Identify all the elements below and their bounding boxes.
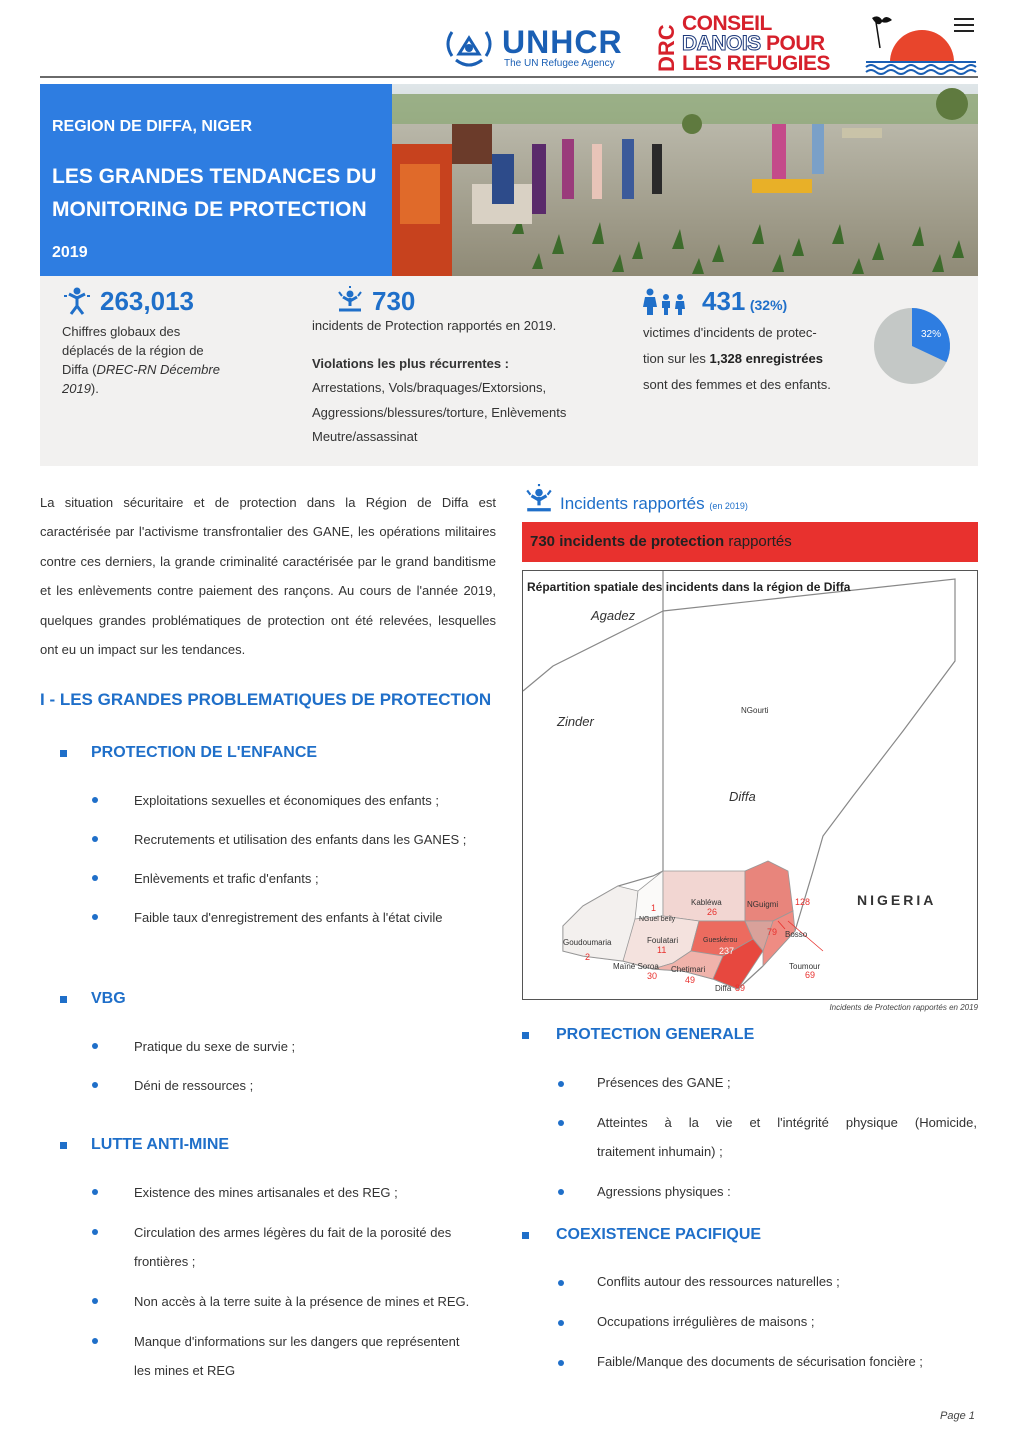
map-label-mainesoroa: Maïné Soroa	[613, 962, 659, 971]
header-divider	[40, 76, 978, 78]
list-item: Non accès à la terre suite à la présence de mines et REG.	[134, 1294, 470, 1309]
map-label-goudoumaria: Goudoumaria	[563, 938, 612, 947]
displaced-line-1: Chiffres globaux des	[62, 324, 181, 339]
bullet	[558, 1320, 564, 1326]
map-count-nguelbely: 1	[651, 903, 657, 913]
list-item: Circulation des armes légères du fait de la porosité des	[134, 1225, 452, 1240]
bullet	[92, 836, 98, 842]
bullet	[558, 1360, 564, 1366]
bullet	[558, 1280, 564, 1286]
map-count-toumour: 69	[805, 970, 816, 980]
mine-title: LUTTE ANTI-MINE	[91, 1136, 230, 1153]
partner-logo	[862, 12, 980, 74]
map-label-zinder: Zinder	[557, 714, 594, 729]
flood-photo-image	[392, 84, 978, 276]
victims-line-2	[643, 346, 831, 372]
list-item: Présences des GANE ;	[597, 1075, 731, 1090]
victims-figure	[702, 286, 787, 317]
list-item: Existence des mines artisanales et des REG ;	[134, 1185, 398, 1200]
bullet	[92, 1043, 98, 1049]
women-children-icon	[642, 288, 688, 316]
victims-line-1: victimes d'incidents de protec-	[643, 325, 817, 340]
bullet	[558, 1081, 564, 1087]
incidents-panel-title-year: (en 2019)	[709, 501, 748, 511]
map-label-nguigmi: NGuigmi	[747, 900, 779, 909]
unhcr-emblem-icon	[442, 22, 496, 72]
list-item: Pratique du sexe de survie ;	[134, 1039, 296, 1054]
displaced-source-year: 2019	[62, 381, 91, 396]
victims-total: 1,328 enregistrées	[709, 351, 823, 366]
drc-vertical-letters	[656, 14, 678, 72]
list-item: Déni de ressources ;	[134, 1078, 254, 1093]
map-label-ngourti: NGourti	[741, 706, 769, 715]
page-title: LES GRANDES TENDANCES DU MONITORING DE PROTECTION	[52, 165, 377, 221]
list-item-continued: frontières ;	[134, 1254, 196, 1269]
incidents-total-text	[530, 533, 792, 550]
list-item: Exploitations sexuelles et économiques des enfants ;	[134, 793, 439, 808]
list-item: Recrutements et utilisation des enfants dans les GANES ;	[134, 832, 467, 847]
map-title: Répartition spatiale des incidents dans la région de Diffa	[527, 580, 851, 594]
list-item: Faible/Manque des documents de sécurisation foncière ;	[597, 1354, 923, 1369]
coexistence-title: COEXISTENCE PACIFIQUE	[556, 1226, 762, 1243]
incident-alert-icon	[336, 286, 364, 314]
displaced-line-4	[62, 379, 242, 398]
displaced-line-3	[62, 360, 242, 379]
bullet	[92, 1189, 98, 1195]
incidents-map	[522, 570, 978, 1000]
drc-line2a: DANOIS	[682, 32, 761, 55]
violations-line-1: Arrestations, Vols/braquages/Extorsions,	[312, 380, 547, 395]
list-item: Occupations irrégulières de maisons ;	[597, 1314, 815, 1329]
incidents-description: incidents de Protection rapportés en 2019.	[312, 318, 557, 333]
bullet	[92, 875, 98, 881]
map-caption: Incidents de Protection rapportés en 2019	[829, 1003, 978, 1012]
list-item: Conflits autour des ressources naturelles ;	[597, 1274, 840, 1289]
pie-label: 32%	[920, 329, 942, 340]
map-count-kabelawa: 26	[707, 907, 718, 917]
violations-label: Violations les plus récurrentes :	[312, 356, 509, 371]
list-item-continued: les mines et REG	[134, 1363, 236, 1378]
map-label-diffa: Diffa	[729, 789, 756, 804]
map-count-diffa: 89	[735, 983, 746, 993]
displaced-line-3a: Diffa (	[62, 362, 97, 377]
map-label-agadez: Agadez	[591, 608, 636, 623]
incidents-panel-title-text: Incidents rapportés	[560, 494, 705, 513]
bullet	[92, 1082, 98, 1088]
map-label-toumour: Toumour	[789, 962, 821, 971]
drc-line2	[682, 34, 825, 54]
map-label-nguelbely: NGuel beily	[639, 916, 676, 923]
list-item: Agressions physiques :	[597, 1184, 731, 1199]
incident-alert-icon	[524, 484, 554, 514]
map-label-foulatari: Foulatari	[647, 936, 679, 945]
victims-value: 431	[702, 286, 746, 316]
bullet	[92, 1338, 98, 1344]
region-label: REGION DE DIFFA, NIGER	[52, 118, 253, 135]
section-marker	[60, 750, 67, 757]
list-item: Manque d'informations sur les dangers que représentent	[134, 1334, 460, 1349]
violations-line-3: Meutre/assassinat	[312, 429, 418, 444]
incidents-panel-title	[560, 494, 748, 514]
displaced-line-2: déplacés de la région de	[62, 343, 204, 358]
diffa-region-map	[523, 571, 979, 1001]
unhcr-tagline: The UN Refugee Agency	[504, 58, 615, 69]
map-count-nguigmi: 128	[795, 897, 811, 907]
unhcr-logo	[442, 20, 632, 72]
bullet	[92, 1298, 98, 1304]
list-item: Atteintes à la vie et l'intégrité physique (Homicide,	[597, 1115, 977, 1130]
page-number: Page 1	[940, 1410, 975, 1422]
list-item: Faible taux d'enregistrement des enfants à l'état civile	[134, 910, 443, 925]
map-label-gueskerou: Gueskérou	[703, 937, 738, 944]
vbg-title: VBG	[91, 990, 126, 1007]
drc-letters: DRC	[654, 24, 679, 72]
list-item: Enlèvements et trafic d'enfants ;	[134, 871, 319, 886]
section-marker	[60, 1142, 67, 1149]
victims-percent: (32%)	[749, 297, 788, 313]
map-label-diffa-commune: Diffa	[715, 984, 732, 993]
map-label-bosso: Bosso	[785, 930, 808, 939]
enfance-title: PROTECTION DE L'ENFANCE	[91, 744, 318, 761]
map-count-gueskerou: 237	[719, 946, 735, 956]
victims-pie-chart	[872, 306, 952, 386]
displaced-description	[62, 322, 242, 398]
drc-line3: LES REFUGIES	[682, 52, 831, 75]
incidents-total-rest: rapportés	[724, 533, 792, 550]
section-marker	[60, 996, 67, 1003]
victims-line-2a: tion sur les	[643, 351, 710, 366]
incidents-total-bold: 730 incidents de protection	[530, 533, 725, 550]
section-marker	[522, 1232, 529, 1239]
bullet	[558, 1189, 564, 1195]
intro-paragraph: La situation sécuritaire et de protection dans la Région de Diffa est caractérisée par l'activisme transfrontalier des GANE, les opérations militaires contre ces derniers, la grande criminalité caractérisée par le grand banditisme et les enlèvements contre paiement des rançons. Au cours de l'année 2019, quelques grandes problématiques de protection ont été relevées, lesquelles ont eu un impact sur les tendances.	[40, 495, 496, 658]
victims-description	[643, 320, 831, 398]
incidents-total-bar	[522, 522, 978, 562]
map-count-mainesoroa: 30	[647, 971, 658, 981]
section-title: I - LES GRANDES PROBLEMATIQUES DE PROTECTION	[40, 690, 492, 709]
generale-title: PROTECTION GENERALE	[556, 1026, 755, 1043]
report-year: 2019	[52, 244, 88, 261]
unhcr-wordmark: UNHCR	[502, 24, 623, 60]
map-count-bosso: 79	[767, 927, 778, 937]
displaced-person-icon	[62, 286, 92, 316]
map-count-foulatari: 11	[657, 945, 667, 955]
map-count-chetimari: 49	[685, 975, 696, 985]
displaced-source: DREC-RN Décembre	[96, 362, 220, 377]
partner-emblem-icon	[862, 12, 980, 74]
key-figures-band	[40, 276, 978, 466]
flood-photo	[392, 84, 978, 276]
displaced-line-4b: ).	[90, 381, 99, 396]
list-item-continued: traitement inhumain) ;	[597, 1144, 723, 1159]
map-label-nigeria: NIGERIA	[857, 892, 937, 908]
displaced-value: 263,013	[100, 286, 194, 316]
violations-line-2: Aggressions/blessures/torture, Enlèvements	[312, 404, 567, 420]
bullet	[92, 1229, 98, 1235]
map-label-kabelawa: Kabléwa	[691, 898, 722, 907]
title-banner	[40, 84, 392, 276]
bullet	[558, 1120, 564, 1126]
map-label-chetimari: Chetimari	[671, 965, 706, 974]
drc-logo	[656, 12, 836, 74]
incidents-value: 730	[372, 286, 416, 316]
section-marker	[522, 1032, 529, 1039]
drc-line2b: POUR	[766, 32, 825, 55]
bullet	[92, 914, 98, 920]
map-count-goudoumaria: 2	[585, 952, 591, 962]
drc-line1: CONSEIL	[682, 12, 772, 35]
bullet	[92, 797, 98, 803]
victims-line-3: sont des femmes et des enfants.	[643, 377, 831, 392]
violations-list	[312, 376, 566, 450]
